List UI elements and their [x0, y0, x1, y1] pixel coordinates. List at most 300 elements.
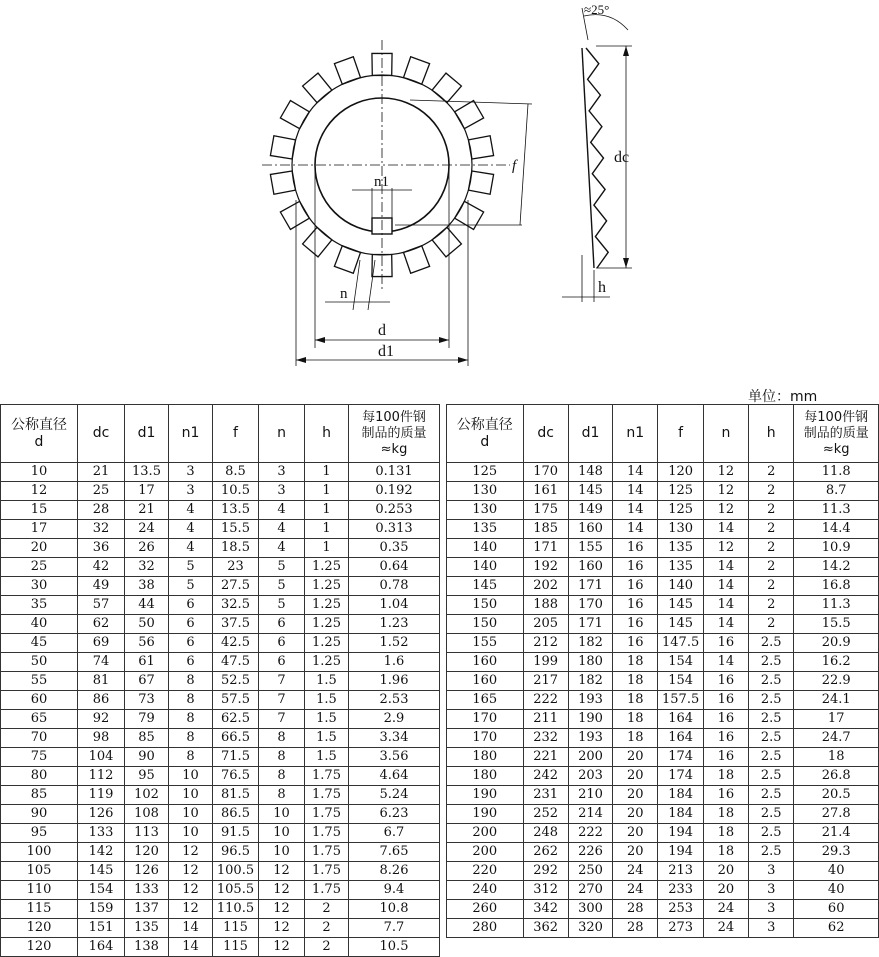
table-cell: 160	[568, 558, 612, 577]
table-cell: 3	[749, 881, 794, 900]
table-cell: 73	[125, 691, 169, 710]
table-header-row	[447, 405, 879, 463]
table-cell: 12	[703, 482, 748, 501]
table-cell: 202	[523, 577, 568, 596]
table-cell: 10	[169, 767, 213, 786]
table-cell: 12	[259, 881, 305, 900]
table-cell: 2	[749, 463, 794, 482]
table-row	[1, 786, 440, 805]
table-cell: 164	[78, 938, 125, 957]
table-row	[1, 653, 440, 672]
table-cell: 95	[125, 767, 169, 786]
table-cell: 342	[523, 900, 568, 919]
table-cell: 6	[169, 596, 213, 615]
table-cell: 28	[613, 919, 658, 938]
table-cell: 4	[259, 539, 305, 558]
label-f: f	[512, 158, 517, 174]
table-cell: 113	[125, 824, 169, 843]
table-cell: 27.8	[794, 805, 879, 824]
table-row	[447, 843, 879, 862]
table-cell: 170	[447, 710, 524, 729]
table-cell: 16	[613, 539, 658, 558]
table-cell: 16.8	[794, 577, 879, 596]
table-cell: 280	[447, 919, 524, 938]
table-cell: 70	[1, 729, 78, 748]
table-cell: 6	[259, 634, 305, 653]
table-cell: 1.6	[349, 653, 440, 672]
table-cell: 8	[169, 710, 213, 729]
table-cell: 8	[169, 729, 213, 748]
table-cell: 16	[613, 596, 658, 615]
table-cell: 112	[78, 767, 125, 786]
table-cell: 10.8	[349, 900, 440, 919]
table-cell: 3	[749, 919, 794, 938]
table-cell: 292	[523, 862, 568, 881]
table-cell: 10.9	[794, 539, 879, 558]
table-cell: 4	[259, 520, 305, 539]
table-row	[1, 501, 440, 520]
table-cell: 27.5	[213, 577, 259, 596]
table-cell: 12	[169, 900, 213, 919]
table-cell: 20	[613, 843, 658, 862]
table-cell: 10	[169, 786, 213, 805]
col-h: h	[749, 405, 794, 463]
table-cell: 200	[447, 843, 524, 862]
table-cell: 200	[447, 824, 524, 843]
table-cell: 24	[613, 881, 658, 900]
table-cell: 190	[447, 805, 524, 824]
table-cell: 91.5	[213, 824, 259, 843]
table-cell: 1.5	[305, 710, 349, 729]
table-cell: 125	[658, 482, 703, 501]
table-cell: 6.7	[349, 824, 440, 843]
table-cell: 180	[568, 653, 612, 672]
table-cell: 120	[1, 938, 78, 957]
table-cell: 16	[703, 634, 748, 653]
table-cell: 182	[568, 672, 612, 691]
table-cell: 362	[523, 919, 568, 938]
dc-arrow-bottom	[623, 258, 629, 268]
table-row	[447, 558, 879, 577]
table-cell: 38	[125, 577, 169, 596]
table-row	[1, 824, 440, 843]
table-cell: 4.64	[349, 767, 440, 786]
table-cell: 7.65	[349, 843, 440, 862]
table-cell: 23	[213, 558, 259, 577]
table-cell: 188	[523, 596, 568, 615]
col-f: f	[658, 405, 703, 463]
spec-table-left-body	[1, 463, 440, 957]
table-cell: 8	[259, 748, 305, 767]
table-cell: 32	[78, 520, 125, 539]
table-cell: 32	[125, 558, 169, 577]
table-cell: 184	[658, 786, 703, 805]
table-cell: 217	[523, 672, 568, 691]
table-cell: 125	[447, 463, 524, 482]
table-cell: 226	[568, 843, 612, 862]
table-cell: 145	[568, 482, 612, 501]
table-cell: 2	[749, 558, 794, 577]
table-cell: 71.5	[213, 748, 259, 767]
table-cell: 15.5	[794, 615, 879, 634]
table-cell: 1.04	[349, 596, 440, 615]
table-cell: 150	[447, 615, 524, 634]
table-cell: 100.5	[213, 862, 259, 881]
table-cell: 18	[794, 748, 879, 767]
table-cell: 6	[169, 615, 213, 634]
table-cell: 26.8	[794, 767, 879, 786]
table-cell: 3	[169, 463, 213, 482]
table-cell: 104	[78, 748, 125, 767]
table-cell: 14	[703, 653, 748, 672]
table-cell: 1.96	[349, 672, 440, 691]
table-cell: 3	[749, 862, 794, 881]
table-cell: 56	[125, 634, 169, 653]
table-row	[447, 501, 879, 520]
table-cell: 210	[568, 786, 612, 805]
table-cell: 16	[703, 729, 748, 748]
washer-technical-drawing	[0, 0, 879, 400]
table-cell: 11.3	[794, 501, 879, 520]
table-cell: 262	[523, 843, 568, 862]
table-cell: 25	[1, 558, 78, 577]
table-cell: 2	[749, 501, 794, 520]
table-cell: 0.131	[349, 463, 440, 482]
table-row	[1, 748, 440, 767]
washer-tooth	[270, 171, 295, 194]
table-cell: 222	[568, 824, 612, 843]
table-cell: 2	[749, 482, 794, 501]
table-cell: 15.5	[213, 520, 259, 539]
table-cell: 1	[305, 501, 349, 520]
table-row	[447, 900, 879, 919]
table-cell: 20.5	[794, 786, 879, 805]
table-cell: 1.5	[305, 691, 349, 710]
col-d1: d1	[568, 405, 612, 463]
col-n: n	[703, 405, 748, 463]
table-cell: 86	[78, 691, 125, 710]
table-cell: 92	[78, 710, 125, 729]
spec-table-right-body	[447, 463, 879, 938]
table-cell: 220	[447, 862, 524, 881]
table-cell: 49	[78, 577, 125, 596]
table-cell: 260	[447, 900, 524, 919]
table-cell: 75	[1, 748, 78, 767]
f-dimension-line	[520, 104, 528, 225]
table-cell: 79	[125, 710, 169, 729]
table-cell: 119	[78, 786, 125, 805]
table-cell: 10	[259, 843, 305, 862]
spec-table-right	[446, 404, 879, 938]
table-cell: 52.5	[213, 672, 259, 691]
table-cell: 154	[658, 653, 703, 672]
table-cell: 140	[447, 539, 524, 558]
table-cell: 155	[447, 634, 524, 653]
table-row	[447, 596, 879, 615]
table-cell: 81	[78, 672, 125, 691]
table-cell: 62	[794, 919, 879, 938]
table-cell: 95	[1, 824, 78, 843]
table-cell: 16	[703, 710, 748, 729]
table-cell: 270	[568, 881, 612, 900]
table-cell: 252	[523, 805, 568, 824]
table-cell: 312	[523, 881, 568, 900]
table-cell: 159	[78, 900, 125, 919]
table-cell: 110	[1, 881, 78, 900]
table-cell: 17	[794, 710, 879, 729]
table-cell: 140	[447, 558, 524, 577]
table-cell: 5	[169, 577, 213, 596]
table-cell: 105.5	[213, 881, 259, 900]
label-angle: ≈25°	[584, 2, 610, 17]
table-cell: 1.5	[305, 672, 349, 691]
table-cell: 1.23	[349, 615, 440, 634]
table-cell: 26	[125, 539, 169, 558]
table-cell: 40	[794, 862, 879, 881]
table-cell: 40	[1, 615, 78, 634]
table-row	[1, 881, 440, 900]
table-cell: 174	[658, 748, 703, 767]
table-cell: 133	[125, 881, 169, 900]
table-cell: 36	[78, 539, 125, 558]
table-cell: 20	[613, 748, 658, 767]
table-cell: 273	[658, 919, 703, 938]
table-cell: 32.5	[213, 596, 259, 615]
table-cell: 13.5	[125, 463, 169, 482]
table-cell: 16	[613, 577, 658, 596]
table-cell: 171	[568, 615, 612, 634]
table-cell: 140	[658, 577, 703, 596]
table-cell: 1.52	[349, 634, 440, 653]
washer-side-view	[562, 2, 632, 302]
table-cell: 100	[1, 843, 78, 862]
table-cell: 145	[447, 577, 524, 596]
table-cell: 12	[259, 919, 305, 938]
table-cell: 8	[169, 672, 213, 691]
table-cell: 180	[447, 767, 524, 786]
table-cell: 50	[1, 653, 78, 672]
table-cell: 155	[568, 539, 612, 558]
table-row	[1, 900, 440, 919]
d1-arrow-right	[458, 357, 468, 363]
table-cell: 14	[703, 615, 748, 634]
table-cell: 81.5	[213, 786, 259, 805]
table-cell: 18	[613, 653, 658, 672]
table-cell: 1.75	[305, 862, 349, 881]
table-cell: 7.7	[349, 919, 440, 938]
table-cell: 138	[125, 938, 169, 957]
table-cell: 151	[78, 919, 125, 938]
table-cell: 142	[78, 843, 125, 862]
washer-svg	[0, 0, 879, 400]
table-cell: 170	[568, 596, 612, 615]
table-cell: 16	[613, 634, 658, 653]
table-cell: 1	[305, 482, 349, 501]
table-row	[1, 691, 440, 710]
table-cell: 90	[1, 805, 78, 824]
table-cell: 28	[613, 900, 658, 919]
table-cell: 8	[169, 691, 213, 710]
table-cell: 130	[658, 520, 703, 539]
table-cell: 90	[125, 748, 169, 767]
table-header-row	[1, 405, 440, 463]
washer-tooth	[468, 136, 493, 159]
table-cell: 8.7	[794, 482, 879, 501]
table-cell: 145	[658, 596, 703, 615]
table-cell: 2.5	[749, 805, 794, 824]
table-cell: 12	[169, 862, 213, 881]
table-cell: 0.313	[349, 520, 440, 539]
table-cell: 185	[523, 520, 568, 539]
table-cell: 18	[613, 672, 658, 691]
table-cell: 42.5	[213, 634, 259, 653]
table-cell: 14	[613, 520, 658, 539]
table-cell: 232	[523, 729, 568, 748]
table-cell: 154	[78, 881, 125, 900]
col-f: f	[213, 405, 259, 463]
table-cell: 120	[125, 843, 169, 862]
table-cell: 2	[305, 919, 349, 938]
table-cell: 37.5	[213, 615, 259, 634]
d1-arrow-left	[296, 357, 306, 363]
label-h: h	[598, 279, 606, 296]
table-cell: 231	[523, 786, 568, 805]
table-cell: 24	[703, 900, 748, 919]
table-cell: 8	[169, 748, 213, 767]
table-cell: 248	[523, 824, 568, 843]
table-cell: 61	[125, 653, 169, 672]
table-cell: 18	[703, 805, 748, 824]
table-cell: 2	[749, 539, 794, 558]
table-cell: 50	[125, 615, 169, 634]
table-cell: 108	[125, 805, 169, 824]
label-n: n	[340, 286, 348, 302]
table-row	[447, 634, 879, 653]
table-row	[447, 691, 879, 710]
table-cell: 20	[703, 881, 748, 900]
table-cell: 2.5	[749, 653, 794, 672]
table-row	[1, 634, 440, 653]
table-row	[1, 558, 440, 577]
table-cell: 8	[259, 786, 305, 805]
table-row	[1, 672, 440, 691]
col-n1: n1	[613, 405, 658, 463]
table-cell: 1	[305, 539, 349, 558]
table-cell: 184	[658, 805, 703, 824]
table-cell: 200	[568, 748, 612, 767]
table-row	[447, 520, 879, 539]
table-cell: 180	[447, 748, 524, 767]
table-cell: 14	[169, 919, 213, 938]
table-cell: 17	[125, 482, 169, 501]
table-row	[1, 463, 440, 482]
table-cell: 320	[568, 919, 612, 938]
table-cell: 214	[568, 805, 612, 824]
table-cell: 16	[703, 672, 748, 691]
table-cell: 22.9	[794, 672, 879, 691]
table-cell: 2	[305, 900, 349, 919]
table-cell: 0.192	[349, 482, 440, 501]
table-cell: 66.5	[213, 729, 259, 748]
table-cell: 2.5	[749, 710, 794, 729]
table-row	[1, 520, 440, 539]
table-cell: 10	[169, 824, 213, 843]
table-cell: 18	[703, 767, 748, 786]
table-cell: 4	[259, 501, 305, 520]
table-row	[1, 710, 440, 729]
table-row	[447, 577, 879, 596]
table-cell: 190	[447, 786, 524, 805]
table-row	[1, 805, 440, 824]
table-row	[1, 577, 440, 596]
table-cell: 30	[1, 577, 78, 596]
table-cell: 154	[658, 672, 703, 691]
label-d1: d1	[378, 343, 394, 360]
table-cell: 0.253	[349, 501, 440, 520]
table-cell: 165	[447, 691, 524, 710]
table-cell: 24.1	[794, 691, 879, 710]
table-cell: 135	[658, 539, 703, 558]
table-cell: 2.5	[749, 672, 794, 691]
table-cell: 8.5	[213, 463, 259, 482]
table-cell: 1.75	[305, 824, 349, 843]
table-cell: 14	[703, 577, 748, 596]
table-cell: 1.25	[305, 596, 349, 615]
table-cell: 6	[259, 615, 305, 634]
table-cell: 222	[523, 691, 568, 710]
table-cell: 190	[568, 710, 612, 729]
table-cell: 12	[703, 501, 748, 520]
table-cell: 130	[447, 482, 524, 501]
table-row	[1, 596, 440, 615]
table-cell: 20	[613, 805, 658, 824]
table-cell: 18.5	[213, 539, 259, 558]
table-cell: 20	[1, 539, 78, 558]
table-row	[447, 919, 879, 938]
col-dc: dc	[523, 405, 568, 463]
table-cell: 2	[749, 520, 794, 539]
table-cell: 12	[169, 843, 213, 862]
side-profile	[586, 48, 608, 268]
table-cell: 4	[169, 501, 213, 520]
table-cell: 16	[703, 786, 748, 805]
table-row	[1, 482, 440, 501]
table-cell: 1.25	[305, 558, 349, 577]
table-cell: 171	[568, 577, 612, 596]
table-cell: 164	[658, 710, 703, 729]
table-cell: 0.35	[349, 539, 440, 558]
table-row	[1, 862, 440, 881]
washer-tooth	[270, 136, 295, 159]
table-cell: 7	[259, 691, 305, 710]
table-cell: 18	[613, 729, 658, 748]
table-cell: 8	[259, 767, 305, 786]
table-cell: 2.5	[749, 748, 794, 767]
dc-arrow-top	[623, 46, 629, 56]
table-row	[447, 881, 879, 900]
table-cell: 110.5	[213, 900, 259, 919]
d-arrow-right	[439, 337, 449, 343]
table-cell: 14	[613, 463, 658, 482]
table-cell: 171	[523, 539, 568, 558]
table-cell: 67	[125, 672, 169, 691]
table-cell: 12	[259, 938, 305, 957]
table-row	[447, 710, 879, 729]
table-cell: 13.5	[213, 501, 259, 520]
label-n1: n1	[374, 174, 389, 190]
table-cell: 2.5	[749, 634, 794, 653]
table-row	[1, 767, 440, 786]
